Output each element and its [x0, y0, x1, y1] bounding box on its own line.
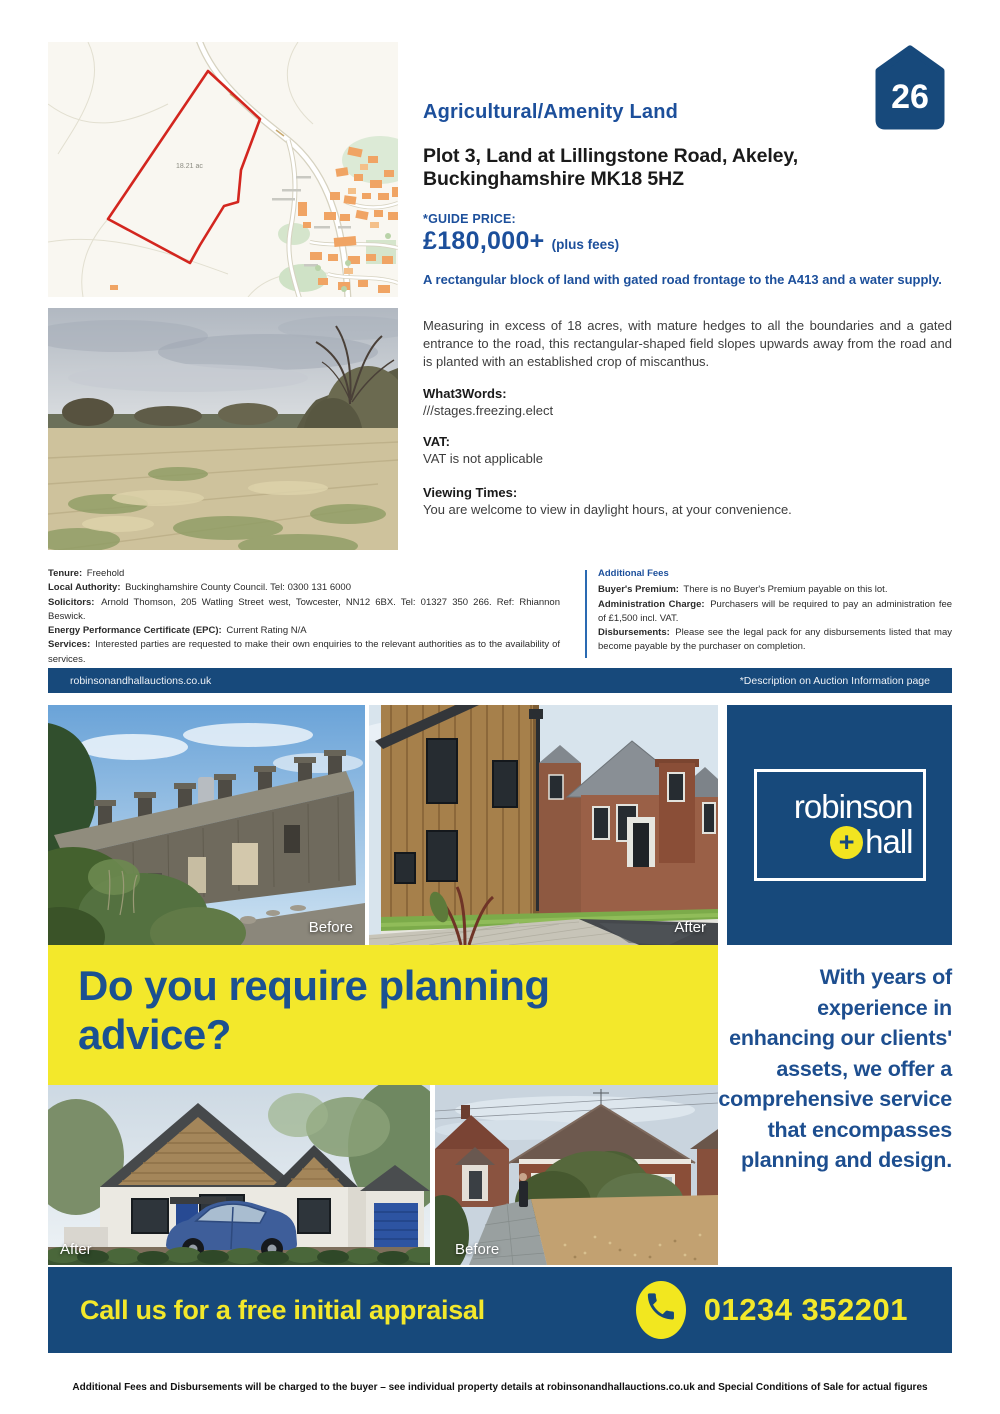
lot-number: 26	[891, 78, 929, 116]
field-photo	[48, 308, 398, 550]
vat-value: VAT is not applicable	[423, 451, 543, 467]
call-cta-text: Call us for a free initial appraisal	[80, 1294, 485, 1325]
plot-area-label: 18.21 ac	[176, 163, 203, 170]
footer-disclaimer: Additional Fees and Disbursements will be charged to the buyer – see individual property details at robinsonandhallauctions.co.uk and Special Conditions of Sale for actual figures	[72, 1382, 928, 1393]
fee-label: Disbursements:	[598, 627, 670, 638]
what3words-label: What3Words:	[423, 386, 507, 401]
fee-admin-charge	[598, 598, 952, 627]
houses-photo-graphic	[369, 705, 718, 945]
lot-category: Agricultural/Amenity Land	[423, 101, 679, 123]
guide-price-suffix: (plus fees)	[551, 237, 620, 252]
lot-title	[423, 145, 963, 191]
advert-photo-barn-before	[48, 705, 365, 945]
cgi-house-photo-graphic	[48, 1085, 430, 1265]
detail-value: Freehold	[86, 568, 125, 579]
detail-label: Local Authority:	[48, 582, 121, 594]
guide-price-value: £180,000+	[423, 227, 545, 255]
vat-label: VAT:	[423, 434, 450, 449]
viewing-times-block	[423, 484, 952, 519]
site-plan-map	[48, 42, 398, 297]
guide-price-row	[423, 227, 619, 256]
banner-headline: Do you require planning advice?	[78, 962, 550, 1059]
logo-word-robinson: robinson	[793, 788, 913, 826]
detail-solicitors	[48, 596, 560, 625]
advert-photo-houses-after	[369, 705, 718, 945]
advert-photo-bungalow-before	[435, 1085, 718, 1265]
detail-value: Current Rating N/A	[226, 625, 307, 636]
additional-fees	[598, 567, 952, 655]
details-divider	[585, 570, 587, 658]
info-bar-note: *Description on Auction Information page	[739, 674, 930, 687]
info-bar	[48, 668, 952, 693]
robinson-hall-logo-block	[727, 705, 952, 945]
logo-line2	[767, 825, 913, 860]
lot-title-line2: Buckinghamshire MK18 5HZ	[423, 168, 684, 190]
viewing-times-value: You are welcome to view in daylight hours, at your convenience.	[423, 502, 792, 518]
advert-photo-cgi-after	[48, 1085, 430, 1265]
site-plan-map-graphic	[48, 42, 398, 297]
fee-label: Administration Charge:	[598, 598, 705, 610]
fee-value: Please see the legal pack for any disbursements listed that may become payable by the purchaser on completion.	[598, 627, 952, 653]
viewing-times-label: Viewing Times:	[423, 485, 518, 500]
photo-label-after: After	[674, 919, 706, 936]
barn-photo-graphic	[48, 705, 365, 945]
vat-block	[423, 433, 952, 468]
what3words-block	[423, 385, 952, 420]
phone-number[interactable]: 01234 352201	[703, 1292, 908, 1327]
fee-disbursements	[598, 626, 952, 655]
detail-value: Interested parties are requested to make their own enquiries to the relevant authorities as to the availability of services.	[48, 639, 560, 665]
call-bar	[48, 1267, 952, 1353]
bungalow-photo-graphic	[435, 1085, 718, 1265]
detail-epc	[48, 624, 560, 638]
detail-label: Energy Performance Certificate (EPC):	[48, 625, 222, 636]
detail-tenure	[48, 567, 560, 581]
detail-value: Buckinghamshire County Council. Tel: 0300 131 6000	[125, 582, 351, 594]
website-link[interactable]: robinsonandhallauctions.co.uk	[70, 674, 212, 687]
fee-buyers-premium	[598, 583, 952, 597]
field-photo-graphic	[48, 308, 398, 550]
phone-icon	[636, 1281, 686, 1339]
detail-value: Arnold Thomson, 205 Watling Street west, Towcester, NN12 6BX. Tel: 01327 350 266. Ref: Rhiannon Beswick.	[48, 596, 561, 622]
robinson-hall-logo	[754, 769, 926, 881]
lot-description: Measuring in excess of 18 acres, with mature hedges to all the boundaries and a gated entrance to the road, this rectangular-shaped field slopes upwards away from the road and is planted with an established crop of miscanthus.	[423, 318, 952, 369]
lot-summary: A rectangular block of land with gated road frontage to the A413 and a water supply.	[423, 272, 942, 287]
detail-label: Services:	[48, 639, 91, 651]
photo-label-before: Before	[455, 1241, 500, 1258]
logo-plus-icon: +	[830, 826, 863, 859]
detail-label: Solicitors:	[48, 596, 95, 608]
logo-word-hall: hall	[865, 823, 913, 860]
photo-label-before: Before	[308, 919, 353, 936]
additional-fees-heading: Additional Fees	[598, 568, 669, 579]
what3words-value: ///stages.freezing.elect	[423, 403, 554, 419]
fee-value: Purchasers will be required to pay an administration fee of £1,500 incl. VAT.	[598, 598, 953, 624]
fee-value: There is no Buyer's Premium payable on this lot.	[683, 584, 888, 596]
photo-label-after: After	[60, 1241, 92, 1258]
detail-services	[48, 638, 560, 667]
detail-local-authority	[48, 581, 560, 595]
lot-title-line1: Plot 3, Land at Lillingstone Road, Akeley,	[423, 145, 799, 167]
guide-price-label: *GUIDE PRICE:	[423, 212, 516, 226]
detail-label: Tenure:	[48, 568, 83, 579]
property-details	[48, 567, 560, 667]
planning-advice-banner	[48, 945, 718, 1085]
advert-body-text: With years of experience in enhancing our clients' assets, we offer a comprehensive service that encompasses planning and design.	[718, 965, 952, 1173]
fee-label: Buyer's Premium:	[598, 584, 679, 596]
